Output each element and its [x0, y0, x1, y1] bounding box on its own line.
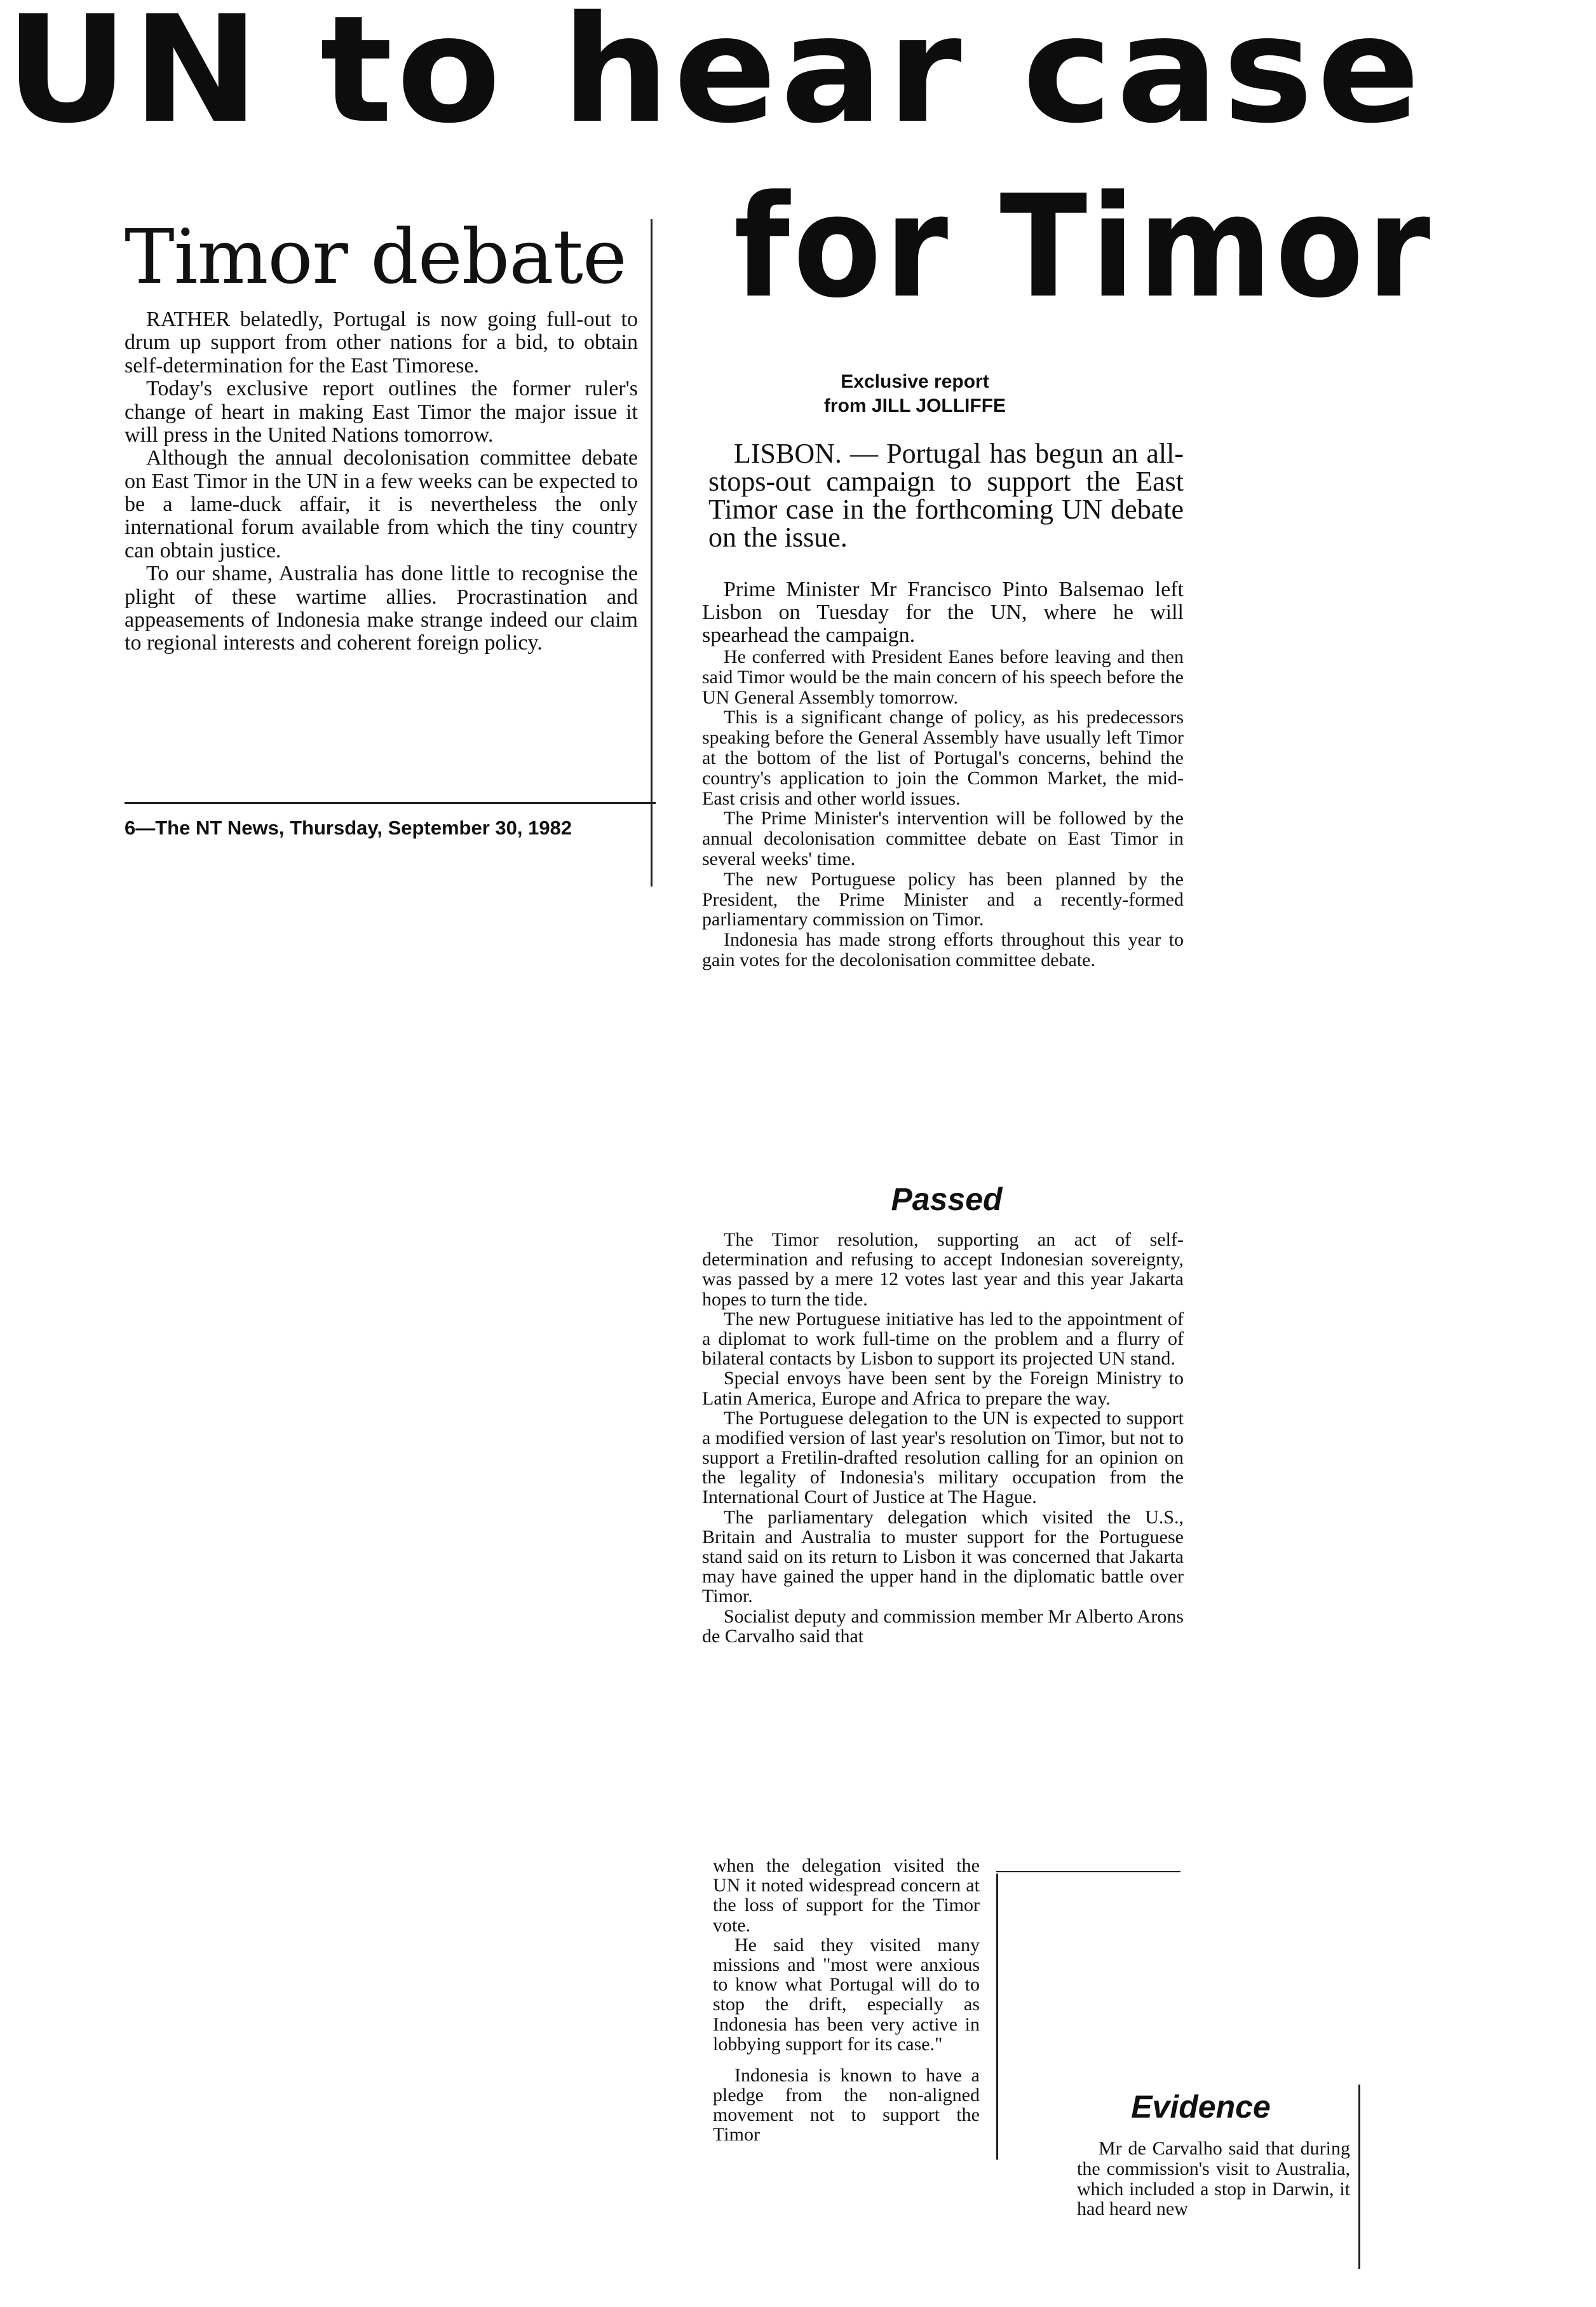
editorial-paragraph: RATHER belatedly, Portugal is now going full-out to drum up support from other nations for a bid, to obtain self-determination for the East Timorese.	[125, 308, 638, 378]
article-lead: LISBON. — Portugal has begun an all-stops-out campaign to support the East Timor case in the forthcoming UN debate on the issue.	[708, 438, 1184, 553]
headline-line-1: UN to hear case	[5, 0, 1424, 156]
article-paragraph: The Portuguese delegation to the UN is expected to support a modified version of last year's resolution on Timor, but not to support a Fretilin-drafted resolution calling for an opinion on the legality of Indonesia's military occupation from the International Court of Justice at The Hague.	[702, 1407, 1184, 1508]
inset-rule	[996, 1874, 998, 2160]
inset-top-rule	[996, 1871, 1180, 1872]
headline-line-2: for Timor	[734, 165, 1434, 329]
article-paragraph: The new Portuguese initiative has led to the appointment of a diplomat to work full-time on the problem and a flurry of bilateral contacts by Lisbon to support its projected UN stand.	[702, 1308, 1184, 1370]
subhead-passed: Passed	[891, 1181, 1003, 1217]
article-paragraph: Indonesia has made strong efforts throughout this year to gain votes for the decolonisation committee debate.	[702, 929, 1184, 971]
editorial-rule	[125, 802, 656, 804]
article-paragraph: when the delegation visited the UN it noted widespread concern at the loss of support for the Timor vote.	[713, 1855, 980, 1936]
editorial-paragraph: To our shame, Australia has done little to recognise the plight of these wartime allies. Procrastination and appeasements of Indonesia make strange indeed our claim to regional interests and coherent foreign policy.	[125, 562, 638, 655]
narrow-body	[713, 1856, 980, 2145]
article-paragraph: Prime Minister Mr Francisco Pinto Balsemao left Lisbon on Tuesday for the UN, where he will spearhead the campaign.	[702, 578, 1184, 648]
editorial-dateline: 6—The NT News, Thursday, September 30, 1982	[125, 817, 572, 839]
article-paragraph: Mr de Carvalho said that during the commission's visit to Australia, which included a stop in Darwin, it had heard new	[1077, 2138, 1350, 2220]
article-paragraph: The new Portuguese policy has been planned by the President, the Prime Minister and a recently-formed parliamentary commission on Timor.	[702, 868, 1184, 930]
editorial-paragraph: Today's exclusive report outlines the former ruler's change of heart in making East Timor the major issue it will press in the United Nations tomorrow.	[125, 377, 638, 447]
subhead-evidence: Evidence	[1131, 2089, 1271, 2125]
article-paragraph: Socialist deputy and commission member Mr Alberto Arons de Carvalho said that	[702, 1605, 1184, 1647]
article-paragraph: The Prime Minister's intervention will be followed by the annual decolonisation committee debate on East Timor in several weeks' time.	[702, 808, 1184, 870]
byline-line-1: Exclusive report	[841, 371, 989, 392]
article-paragraph: Special envoys have been sent by the Foreign Ministry to Latin America, Europe and Africa to prepare the way.	[702, 1368, 1184, 1409]
article-paragraph: This is a significant change of policy, as his predecessors speaking before the General Assembly have usually left Timor at the bottom of the list of Portugal's concerns, behind the country's application to join the Common Market, the mid-East crisis and other world issues.	[702, 707, 1184, 809]
article-paragraph: He conferred with President Eanes before leaving and then said Timor would be the main concern of his speech before the UN General Assembly tomorrow.	[702, 646, 1184, 708]
evidence-right-rule	[1358, 2085, 1360, 2269]
editorial-body	[125, 308, 638, 655]
byline	[794, 370, 1036, 418]
editorial-right-rule	[651, 219, 653, 887]
article-paragraph: Indonesia is known to have a pledge from the non-aligned movement not to support the Timor	[713, 2064, 980, 2146]
evidence-body	[1077, 2139, 1350, 2219]
article-body	[702, 578, 1184, 970]
editorial-paragraph: Although the annual decolonisation committee debate on East Timor in the UN in a few weeks can be expected to be a lame-duck affair, it is nevertheless the only international forum available from which the tiny country can obtain justice.	[125, 446, 638, 562]
article-paragraph: The parliamentary delegation which visited the U.S., Britain and Australia to muster support for the Portuguese stand said on its return to Lisbon it was concerned that Jakarta may have gained the upper hand in the diplomatic battle over Timor.	[702, 1506, 1184, 1607]
article-paragraph: The Timor resolution, supporting an act of self-determination and refusing to accept Indonesian sovereignty, was passed by a mere 12 votes last year and this year Jakarta hopes to turn the tide.	[702, 1229, 1184, 1310]
passed-body	[702, 1230, 1184, 1646]
article-paragraph: He said they visited many missions and "most were anxious to know what Portugal will do to stop the drift, especially as Indonesia has been very active in lobbying support for its case."	[713, 1934, 980, 2055]
editorial-title: Timor debate	[125, 213, 626, 301]
byline-line-2: from JILL JOLLIFFE	[823, 395, 1006, 416]
